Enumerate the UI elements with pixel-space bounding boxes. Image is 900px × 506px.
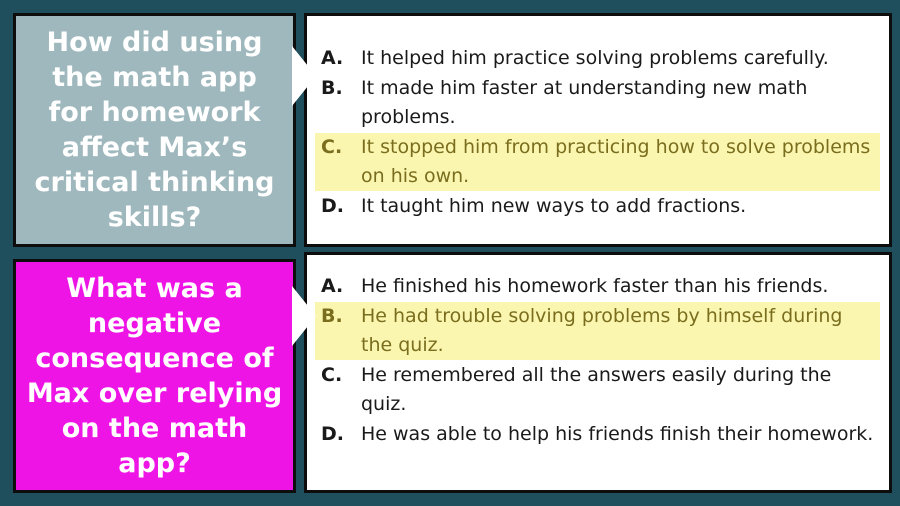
option-text: It stopped him from practicing how to solve problems on his own. <box>361 136 871 187</box>
option-text: It made him faster at understanding new math problems. <box>361 77 808 128</box>
option-letter: B. <box>321 305 343 327</box>
option-letter: B. <box>321 77 343 99</box>
option-text: He finished his homework faster than his friends. <box>361 275 829 297</box>
q1-option-a[interactable] <box>315 44 880 73</box>
option-text: He had trouble solving problems by himself during the quiz. <box>361 305 843 356</box>
option-letter: D. <box>321 195 344 217</box>
q2-option-a[interactable] <box>315 272 880 301</box>
question-2-box <box>13 259 296 493</box>
option-letter: C. <box>321 136 343 158</box>
option-text: It taught him new ways to add fractions. <box>361 195 747 217</box>
option-text: He was able to help his friends finish their homework. <box>361 423 874 445</box>
q1-option-c[interactable] <box>315 133 880 191</box>
option-letter: A. <box>321 47 344 69</box>
question-1-box <box>13 13 296 247</box>
answer-box-1 <box>304 13 892 247</box>
question-1-text: How did using the math app for homework affect Max’s critical thinking skills? <box>34 27 275 233</box>
option-text: It helped him practice solving problems carefully. <box>361 47 829 69</box>
q1-option-b[interactable] <box>315 74 880 132</box>
answer-box-2 <box>304 252 892 493</box>
option-letter: C. <box>321 364 343 386</box>
q1-option-d[interactable] <box>315 192 880 221</box>
option-text: He remembered all the answers easily during the quiz. <box>361 364 832 415</box>
question-2-text: What was a negative consequence of Max over relying on the math app? <box>26 273 283 479</box>
option-letter: A. <box>321 275 344 297</box>
q2-option-b[interactable] <box>315 302 880 360</box>
option-letter: D. <box>321 423 344 445</box>
q2-option-c[interactable] <box>315 361 880 419</box>
q2-option-d[interactable] <box>315 420 880 449</box>
